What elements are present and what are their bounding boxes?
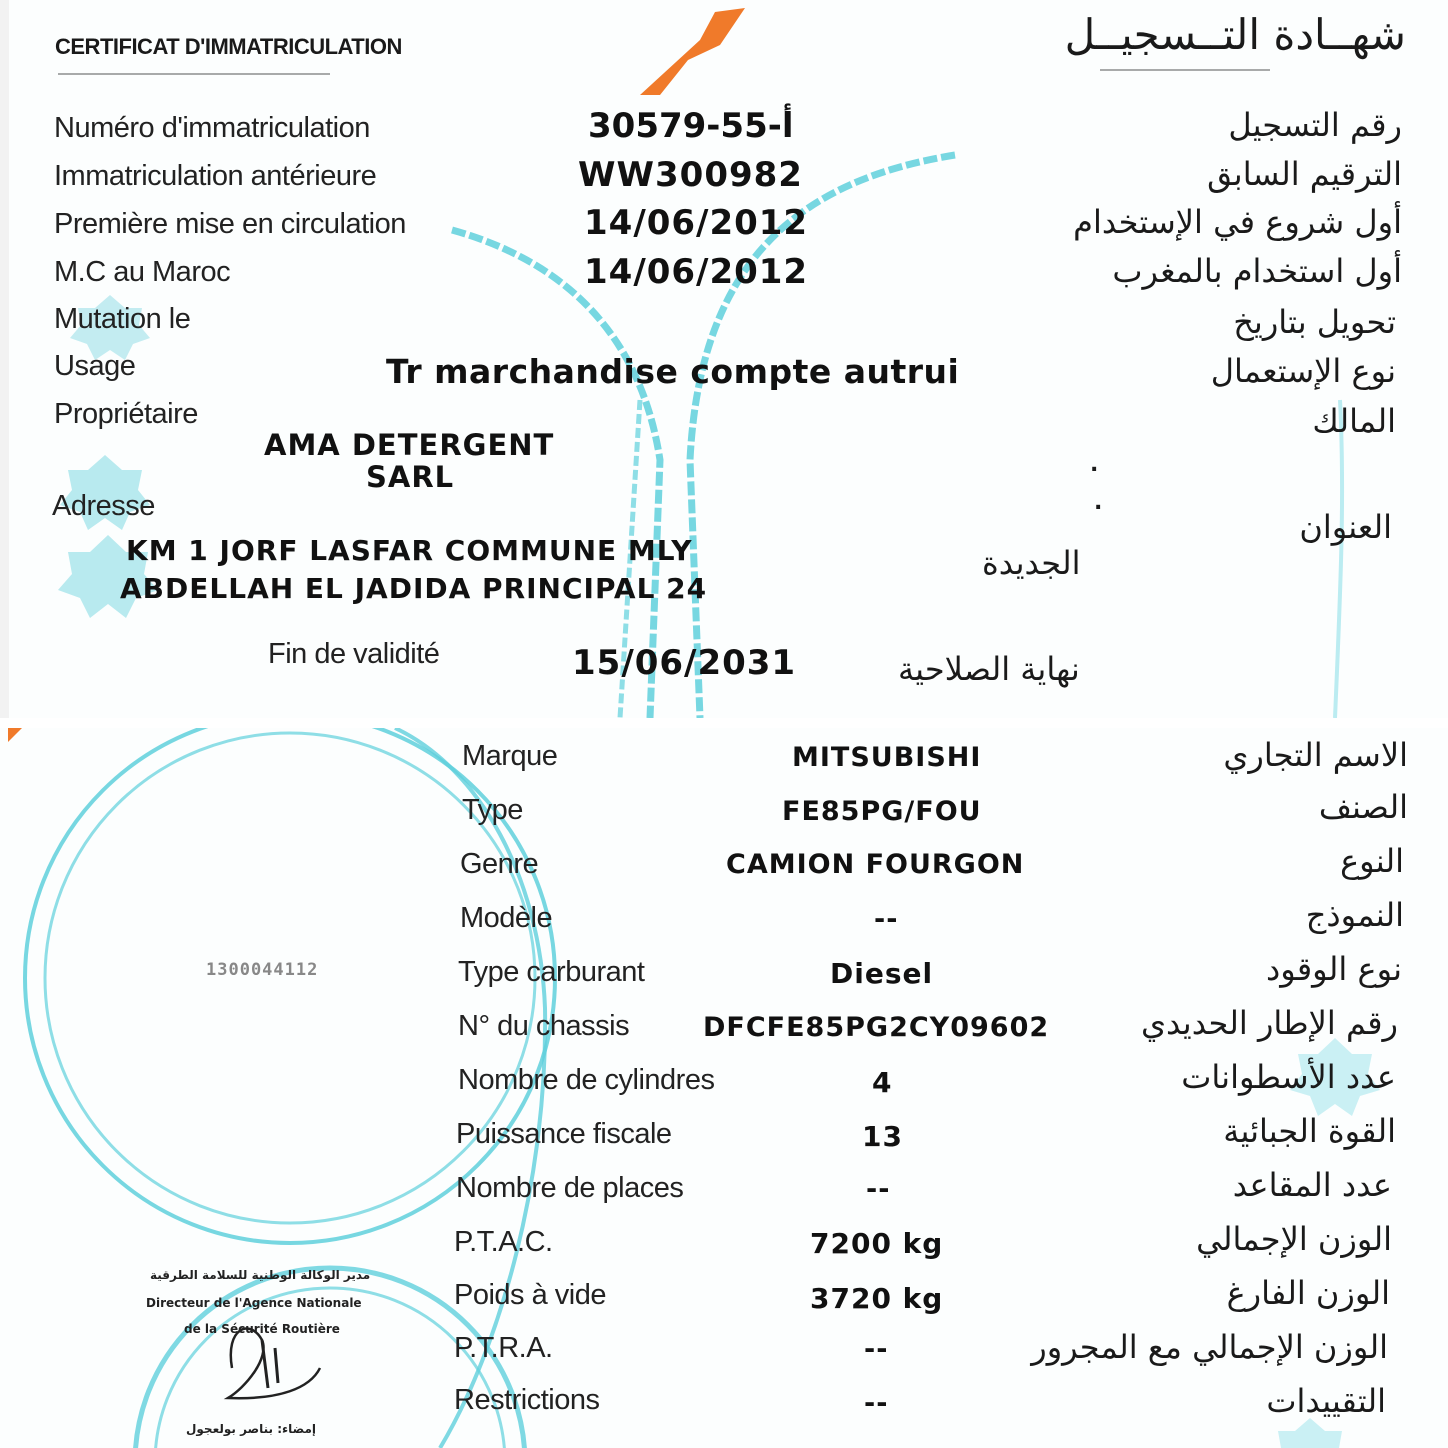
label-fr-chassis: N° du chassis [458,1010,630,1042]
label-fr-mutation: Mutation le [54,303,191,335]
label-fr-previous-registration: Immatriculation antérieure [54,160,377,192]
label-fr-cylinders: Nombre de cylindres [458,1064,715,1096]
value-empty-weight: 3720 kg [810,1282,944,1315]
serial-number: 1300044112 [206,960,319,980]
orange-flag-mark [640,8,745,95]
label-ar-mc-morocco: أول استخدام بالمغرب [1112,252,1402,290]
value-type: FE85PG/FOU [782,796,982,827]
label-fr-address: Adresse [52,490,155,522]
label-fr-seats: Nombre de places [456,1172,684,1204]
value-validity: 15/06/2031 [572,643,797,683]
label-fr-validity: Fin de validité [268,638,440,670]
dot-mark: . [1094,490,1103,515]
label-fr-genre: Genre [460,848,539,880]
label-ar-seats: عدد المقاعد [1232,1166,1392,1204]
value-cylinders: 4 [872,1066,893,1099]
label-ar-cylinders: عدد الأسطوانات [1181,1058,1396,1096]
label-ar-previous-registration: الترقيم السابق [1207,155,1402,193]
label-ar-first-circulation: أول شروع في الإستخدام [1073,203,1402,241]
value-restrictions: -- [864,1388,889,1419]
label-ar-restrictions: التقييدات [1266,1382,1386,1420]
owner-name-line2: SARL [366,460,455,494]
label-ar-fuel-type: نوع الوقود [1266,950,1402,988]
label-ar-genre: النوع [1340,842,1404,880]
label-ar-owner: المالك [1312,402,1396,440]
address-line1: KM 1 JORF LASFAR COMMUNE MLY [126,534,693,567]
stamp-ar: مدير الوكالة الوطنية للسلامة الطرقية [150,1268,371,1282]
value-fiscal-power: 13 [862,1120,903,1153]
label-fr-usage: Usage [54,350,136,382]
signature-mark-strokes [262,1340,278,1388]
value-ptac: 7200 kg [810,1227,944,1260]
label-fr-brand: Marque [462,740,558,772]
value-model: -- [874,904,899,935]
label-ar-model: النموذج [1305,896,1404,934]
stamp-fr-line1: Directeur de l'Agence Nationale [146,1296,362,1310]
address-line2: ABDELLAH EL JADIDA PRINCIPAL 24 [120,572,708,605]
label-ar-validity: نهاية الصلاحية [898,650,1080,688]
value-seats: -- [866,1174,891,1205]
label-ar-address: العنوان [1299,508,1392,546]
label-fr-registration-number: Numéro d'immatriculation [54,112,370,144]
stamp-fr-line2: de la Sécurité Routière [184,1322,340,1336]
label-fr-first-circulation: Première mise en circulation [54,208,406,240]
watermark-star-bottom-2 [1278,1418,1342,1448]
label-ar-fiscal-power: القوة الجبائية [1223,1112,1396,1150]
signature-mark [228,1329,320,1399]
value-mc-morocco: 14/06/2012 [584,252,809,292]
label-ar-chassis: رقم الإطار الحديدي [1140,1004,1398,1042]
value-usage: Tr marchandise compte autrui [386,352,960,391]
label-ar-ptra: الوزن الإجمالي مع المجرور [1031,1328,1388,1366]
watermark-arc-far [1335,400,1342,718]
city-ar: الجديدة [982,544,1081,582]
value-first-circulation: 14/06/2012 [584,203,809,243]
label-fr-fiscal-power: Puissance fiscale [456,1118,672,1150]
label-fr-restrictions: Restrictions [454,1384,600,1416]
owner-name-line1: AMA DETERGENT [264,428,555,462]
vehicle-details-section [0,728,1448,1448]
label-fr-fuel-type: Type carburant [458,956,645,988]
panel-gap [0,718,1448,728]
label-ar-mutation: تحويل بتاريخ [1233,303,1396,341]
label-fr-ptac: P.T.A.C. [454,1226,553,1258]
label-fr-owner: Propriétaire [54,398,198,430]
value-registration-number: 30579-أ-55 [588,106,794,146]
label-fr-mc-morocco: M.C au Maroc [54,256,231,288]
value-brand: MITSUBISHI [792,742,982,773]
signature-caption-ar: إمضاء: بناصر بولعجول [186,1422,317,1436]
label-ar-registration-number: رقم التسجيل [1228,106,1402,144]
label-ar-empty-weight: الوزن الفارغ [1226,1274,1390,1312]
label-ar-type: الصنف [1318,788,1408,826]
label-fr-ptra: P.T.R.A. [454,1332,553,1364]
title-ar: شهــادة التــسجيــل [1064,10,1406,59]
label-ar-ptac: الوزن الإجمالي [1196,1220,1392,1258]
value-previous-registration: WW300982 [578,155,803,195]
label-fr-model: Modèle [460,902,553,934]
orange-corner-mark [8,728,22,742]
value-genre: CAMION FOURGON [726,849,1025,880]
dot-mark: . [1090,452,1099,477]
value-ptra: -- [864,1334,889,1365]
value-chassis: DFCFE85PG2CY09602 [703,1012,1050,1043]
value-fuel-type: Diesel [830,957,934,990]
label-ar-usage: نوع الإستعمال [1210,352,1396,390]
label-ar-brand: الاسم التجاري [1223,736,1408,774]
label-fr-empty-weight: Poids à vide [454,1279,606,1311]
certificate-top-section [0,0,1448,718]
title-fr: CERTIFICAT D'IMMATRICULATION [55,34,402,59]
label-fr-type: Type [462,794,523,826]
